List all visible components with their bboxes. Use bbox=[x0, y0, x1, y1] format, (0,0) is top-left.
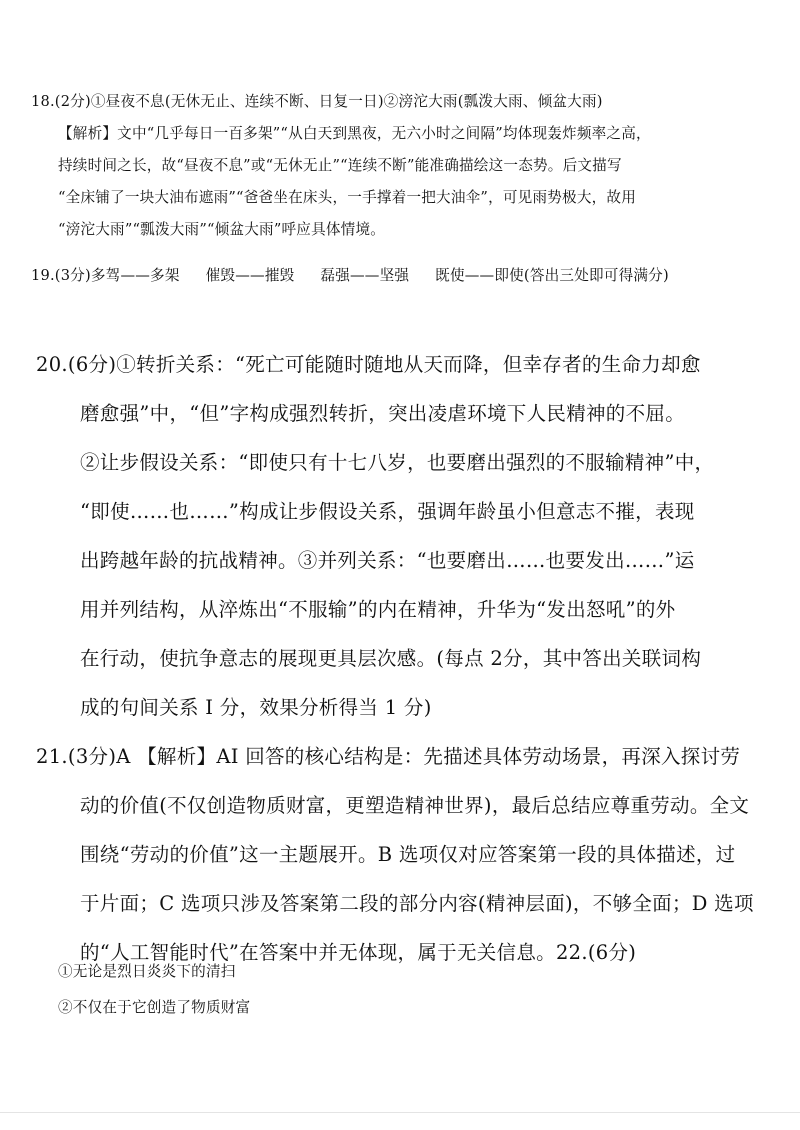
q22-answer-1: ①无论是烈日炎炎下的清扫 bbox=[58, 963, 236, 980]
question-21 bbox=[36, 732, 754, 977]
q19-correction: 既使——即使(答出三处即可得满分) bbox=[435, 267, 669, 284]
q21-line: 动的价值(不仅创造物质财富，更塑造精神世界)，最后总结应尊重劳动。全文 bbox=[80, 794, 750, 817]
q18-analysis-line: “滂沱大雨”“瓢泼大雨”“倾盆大雨”呼应具体情境。 bbox=[58, 221, 386, 238]
q18-analysis-line: 持续时间之长，故“昼夜不息”或“无休无止”“连续不断”能准确描绘这一态势。后文描写 bbox=[58, 157, 622, 174]
q20-line: 出跨越年龄的抗战精神。③并列关系：“也要磨出……也要发出……”运 bbox=[80, 549, 695, 572]
q20-line: “即使……也……”构成让步假设关系，强调年龄虽小但意志不摧，表现 bbox=[80, 500, 695, 523]
q21-line: 围绕“劳动的价值”这一主题展开。B 选项仅对应答案第一段的具体描述，过 bbox=[80, 843, 736, 866]
q19-answer bbox=[31, 260, 669, 292]
q20-line: 成的句间关系 I 分，效果分析得当 1 分) bbox=[80, 696, 432, 719]
question-20 bbox=[36, 340, 714, 732]
q18-answer: 18.(2分)①昼夜不息(无休无止、连续不断、日复一日)②滂沱大雨(瓢泼大雨、倾盆大雨) bbox=[31, 93, 603, 110]
q21-line: 的“人工智能时代”在答案中并无体现，属于无关信息。22.(6分) bbox=[80, 941, 637, 964]
q20-line: ②让步假设关系：“即使只有十七八岁，也要磨出强烈的不服输精神”中， bbox=[80, 451, 715, 474]
q20-line: 用并列结构，从淬炼出“不服输”的内在精神，升华为“发出怒吼”的外 bbox=[80, 598, 676, 621]
q22-answer-2: ②不仅在于它创造了物质财富 bbox=[58, 999, 251, 1016]
q18-analysis-line: “全床铺了一块大油布遮雨”“爸爸坐在床头，一手撑着一把大油伞”，可见雨势极大，故用 bbox=[58, 189, 637, 206]
q19-correction: 催毁——摧毁 bbox=[205, 267, 295, 284]
question-18 bbox=[31, 86, 651, 246]
q21-line: 于片面；C 选项只涉及答案第二段的部分内容(精神层面)，不够全面；D 选项 bbox=[80, 892, 754, 915]
question-19 bbox=[31, 260, 669, 292]
q19-correction: 磊强——坚强 bbox=[320, 267, 410, 284]
q20-line: 磨愈强”中，“但”字构成强烈转折，突出凌虐环境下人民精神的不屈。 bbox=[80, 402, 686, 425]
page-bottom-edge bbox=[0, 1112, 800, 1113]
q18-analysis-line: 【解析】文中“几乎每日一百多架”“从白天到黑夜，无六小时之间隔”均体现轰炸频率之高， bbox=[58, 125, 651, 142]
q20-line: 20.(6分)①转折关系：“死亡可能随时随地从天而降，但幸存者的生命力却愈 bbox=[36, 353, 701, 376]
q21-line: 21.(3分)A 【解析】AI 回答的核心结构是：先描述具体劳动场景，再深入探讨劳 bbox=[36, 745, 741, 768]
q20-line: 在行动，使抗争意志的展现更具层次感。(每点 2分，其中答出关联词构 bbox=[80, 647, 702, 670]
q19-correction: 多驾——多架 bbox=[90, 267, 180, 284]
question-22 bbox=[58, 954, 250, 1026]
q19-number: 19.(3分) bbox=[31, 267, 91, 284]
